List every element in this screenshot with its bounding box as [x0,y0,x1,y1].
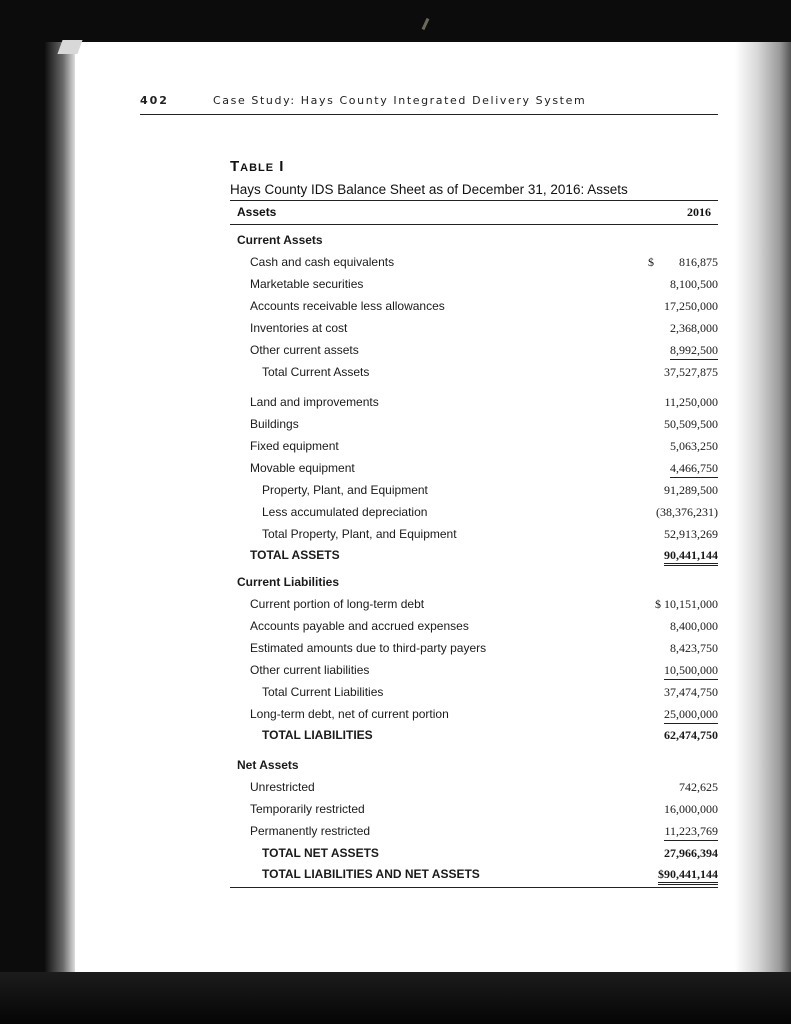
row-label: Marketable securities [250,277,364,291]
row-label: Temporarily restricted [250,802,365,816]
table-row [0,343,791,361]
row-value: 16,000,000 [664,802,718,816]
table-row [0,663,791,681]
row-label: Current portion of long-term debt [250,597,425,611]
running-title: Case Study: Hays County Integrated Delivery System [213,94,587,107]
table-row [0,527,791,545]
row-label: Accounts payable and accrued expenses [250,619,469,633]
table-row [0,233,791,251]
row-value: 25,000,000 [664,707,718,724]
row-label: Current Liabilities [237,575,340,589]
row-value: 17,250,000 [664,299,718,313]
row-label: Movable equipment [250,461,355,475]
row-label: Total Property, Plant, and Equipment [262,527,457,541]
table-row [0,867,791,885]
page-number: 402 [140,94,169,107]
row-value: 90,441,144 [664,548,718,566]
dust-speck [422,18,430,30]
table-row [0,824,791,842]
table-row [0,728,791,746]
row-label: Net Assets [237,758,299,772]
table-row [0,548,791,566]
table-row [0,299,791,317]
dollar-sign: $ [648,255,654,269]
table-row [0,619,791,637]
table-row [0,641,791,659]
row-value: 5,063,250 [670,439,718,453]
table-row [0,365,791,383]
table-caption: Hays County IDS Balance Sheet as of December 31, 2016: Assets [230,182,628,197]
row-value: 10,500,000 [664,663,718,680]
row-label: Other current liabilities [250,663,370,677]
table-row [0,802,791,820]
row-value: 11,223,769 [664,824,718,841]
row-label: Buildings [250,417,299,431]
row-label: TOTAL NET ASSETS [262,846,379,860]
row-value: (38,376,231) [656,505,718,519]
row-label: Land and improvements [250,395,379,409]
table-row [0,505,791,523]
row-value: $90,441,144 [658,867,718,885]
row-label: Property, Plant, and Equipment [262,483,428,497]
row-label: Accounts receivable less allowances [250,299,445,313]
table-row [0,780,791,798]
table-row [0,417,791,435]
row-label: Total Current Assets [262,365,370,379]
row-value: 11,250,000 [664,395,718,409]
table-row [0,439,791,457]
row-label: Permanently restricted [250,824,371,838]
table-row [0,277,791,295]
row-label: Long-term debt, net of current portion [250,707,449,721]
header-rule-bottom [230,224,718,225]
row-label: TOTAL ASSETS [250,548,340,562]
table-row [0,597,791,615]
row-label: Estimated amounts due to third-party payers [250,641,487,655]
row-value: $ 10,151,000 [655,597,718,611]
row-value: 8,423,750 [670,641,718,655]
table-row [0,483,791,501]
row-label: Current Assets [237,233,323,247]
column-header-assets: Assets [237,205,277,219]
row-label: Other current assets [250,343,359,357]
table-end-rule [230,887,718,888]
table-row [0,255,791,273]
row-value: 8,992,500 [670,343,718,360]
running-head [140,94,718,115]
row-value: 37,474,750 [664,685,718,699]
row-label: Cash and cash equivalents [250,255,395,269]
row-value: 8,400,000 [670,619,718,633]
table-row [0,575,791,593]
table-row [0,321,791,339]
row-value: 2,368,000 [670,321,718,335]
row-label: Inventories at cost [250,321,348,335]
row-label: Less accumulated depreciation [262,505,428,519]
row-value: 50,509,500 [664,417,718,431]
row-value: 52,913,269 [664,527,718,541]
table-row [0,685,791,703]
row-label: TOTAL LIABILITIES [262,728,373,742]
row-value: 742,625 [679,780,718,794]
bottom-shadow [0,972,791,1024]
row-value: 37,527,875 [664,365,718,379]
row-label: Total Current Liabilities [262,685,384,699]
table-row [0,846,791,864]
row-value: 91,289,500 [664,483,718,497]
row-value: 816,875 [679,255,718,269]
row-label: TOTAL LIABILITIES AND NET ASSETS [262,867,480,881]
row-value: 62,474,750 [664,728,718,742]
row-label: Unrestricted [250,780,315,794]
table-row [0,758,791,776]
row-value: 27,966,394 [664,846,718,860]
table-row [0,707,791,725]
table-row [0,395,791,413]
table-row [0,461,791,479]
table-label: Table I [230,158,285,175]
row-value: 8,100,500 [670,277,718,291]
row-label: Fixed equipment [250,439,339,453]
row-value: 4,466,750 [670,461,718,478]
header-rule-top [230,200,718,201]
column-header-year: 2016 [687,205,711,219]
